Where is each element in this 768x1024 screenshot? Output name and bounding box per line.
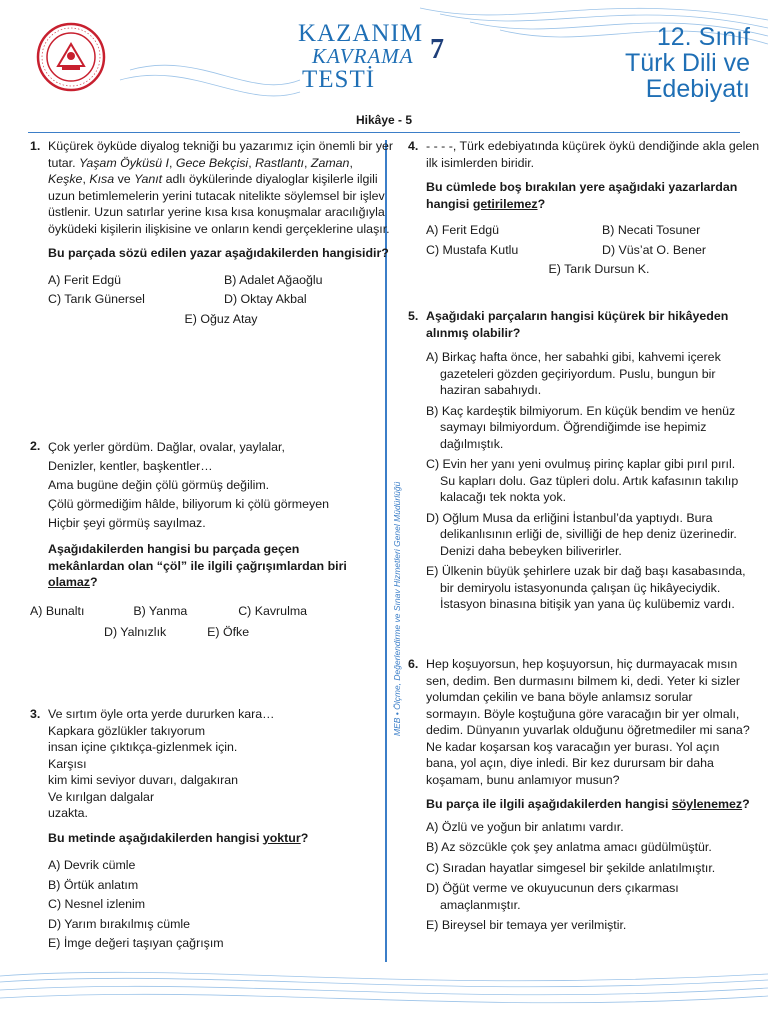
- question-passage: Hep koşuyorsun, hep koşuyorsun, hiç durmayacak mısın sen, dedim. Ben durmasını bilmem ki, dedi. Yeter ki sizler yolumdan çekilin ve bana böyle anlamsız sorular sormayın. Böyle koştuğuna göre varacağın bir yer olmalı, dedim. Dünyanın yuvarlak olduğunu öğretmediler mi sana? Ne kadar koşarsan koş varacağın yer burası. Yol açın bana, yol açın, diye inledi. Bir kez durursam bir daha koşamam, bunu anlamıyor musun?: [426, 657, 750, 787]
- option-e[interactable]: E) Öfke: [207, 625, 250, 639]
- top-rule: [28, 132, 740, 133]
- answer-options: [48, 856, 308, 954]
- option-e[interactable]: E) Tarık Dursun K.: [548, 262, 650, 276]
- question-4: [408, 138, 768, 278]
- question-6: [408, 656, 750, 934]
- answer-options: [426, 222, 768, 258]
- question-stem: Bu parçada sözü edilen yazar aşağıdakilerden hangisidir?: [48, 246, 389, 260]
- answer-options-row-2: [104, 624, 375, 641]
- question-number: 6.: [408, 657, 419, 671]
- course-title: [625, 24, 750, 102]
- option-d[interactable]: D) Oktay Akbal: [224, 292, 307, 306]
- poem-line: Hiçbir şeyi görmüş sayılmaz.: [48, 516, 206, 530]
- brand-word-2: KAVRAMA: [312, 44, 414, 68]
- poem-line: Ve kırılgan dalgalar: [48, 789, 155, 804]
- option-a[interactable]: A) Özlü ve yoğun bir anlatımı vardır.: [426, 819, 624, 834]
- option-b[interactable]: B) Kaç kardeştik bilmiyorum. En küçük bendim ve henüz saymayı bilmiyordum. Öğrendiğimde ise hepimiz dağılmıştık.: [426, 403, 736, 451]
- poem-line: uzakta.: [48, 806, 88, 820]
- option-c[interactable]: C) Nesnel izlenim: [48, 897, 146, 911]
- option-b[interactable]: B) Az sözcükle çok şey anlatma amacı güdülmüştür.: [426, 840, 712, 854]
- question-stem: Bu metinde aşağıdakilerden hangisi yoktur?: [48, 830, 309, 845]
- poem-line: kim kimi seviyor duvarı, dalgakıran: [48, 773, 239, 787]
- question-stem: Aşağıdakilerden hangisi bu parçada geçen mekânlardan olan “çöl” ile ilgili çağrışımlardan biri olamaz?: [48, 542, 347, 589]
- question-number: 3.: [30, 707, 41, 721]
- brand-word-1: KAZANIM: [298, 20, 424, 47]
- poem-line: Kapkara gözlükler takıyorum: [48, 723, 206, 738]
- question-passage: Küçürek öyküde diyalog tekniği bu yazarımız için önemli bir yer tutar. Yaşam Öyküsü I, Gece Bekçisi, Rastlantı, Zaman, Keşke, Kısa ve Yanıt adlı öykülerinde diyaloglar kişilerle ilgili uzun betimlemelerin yerini tutacak nitelikte söylemsel bir işlev üstlenir. Uzun satırlar yerine kısa kısa konuşmalar aracılığıyla öyküdeki kişilerin ilişkisine ve onların kendi gerçeklerine ulaşır.: [48, 139, 394, 236]
- question-number: 4.: [408, 139, 419, 153]
- question-5: [408, 308, 750, 613]
- question-number: 5.: [408, 309, 419, 323]
- question-passage: - - - -, Türk edebiyatında küçürek öykü dendiğinde akla gelen ilk isimlerden biridir.: [426, 139, 760, 170]
- option-c[interactable]: C) Kavrulma: [238, 603, 308, 618]
- option-a[interactable]: A) Devrik cümle: [48, 858, 136, 872]
- question-poem: [48, 706, 308, 822]
- option-d[interactable]: D) Oğlum Musa da erliğini İstanbul’da yaptıydı. Bura delikanlısının erliği de, sivilliği de hep deniz üzerinedir. Denizi daha bebeyken biliverirler.: [426, 510, 737, 558]
- question-number: 2.: [30, 439, 41, 453]
- option-b[interactable]: B) Örtük anlatım: [48, 877, 139, 892]
- question-1: [30, 138, 394, 327]
- question-3: [30, 706, 308, 954]
- page-subtitle: Hikâye - 5: [355, 113, 413, 127]
- option-d[interactable]: D) Yalnızlık: [104, 625, 167, 639]
- option-b[interactable]: B) Yanma: [133, 603, 188, 618]
- brand-logo: [298, 14, 458, 94]
- test-number: 7: [430, 34, 445, 65]
- option-c[interactable]: C) Sıradan hayatlar simgesel bir şekilde anlatılmıştır.: [426, 860, 716, 875]
- poem-line: Çölü görmediğim hâlde, biliyorum ki çölü görmeyen: [48, 497, 329, 511]
- poem-line: insan içine çıktıkça-gizlenmek için.: [48, 740, 238, 754]
- answer-options-row-1: [30, 603, 375, 620]
- option-d[interactable]: D) Öğüt verme ve okuyucunun ders çıkarması amaçlanmıştır.: [426, 881, 679, 912]
- side-credit-text: MEB • Ölçme, Değerlendirme ve Sınav Hizmetleri Genel Müdürlüğü: [392, 481, 402, 736]
- option-a[interactable]: A) Ferit Edgü: [48, 272, 121, 287]
- option-c[interactable]: C) Mustafa Kutlu: [426, 242, 519, 257]
- option-a[interactable]: A) Bunaltı: [30, 603, 85, 618]
- poem-line: Ve sırtım öyle orta yerde dururken kara…: [48, 707, 275, 721]
- option-b[interactable]: B) Adalet Ağaoğlu: [224, 272, 323, 287]
- page-header: [0, 0, 768, 112]
- question-poem: [48, 438, 375, 533]
- option-a[interactable]: A) Ferit Edgü: [426, 223, 499, 237]
- option-e[interactable]: E) İmge değeri taşıyan çağrışım: [48, 936, 224, 950]
- option-c[interactable]: C) Tarık Günersel: [48, 292, 145, 306]
- answer-options: [426, 819, 750, 934]
- poem-line: Denizler, kentler, başkentler…: [48, 459, 213, 473]
- option-c[interactable]: C) Evin her yanı yeni ovulmuş pirinç kaplar gibi pırıl pırıl. Su kapları dolu. Gaz tüpleri dolu. Artık kafasının takılıp kalacağı tek nokta yok.: [426, 457, 739, 504]
- question-stem: Bu cümlede boş bırakılan yere aşağıdaki yazarlardan hangisi getirilemez?: [426, 180, 738, 211]
- question-2: [30, 438, 375, 641]
- poem-line: Karşısı: [48, 756, 87, 771]
- grade-line-1: 12. Sınıf: [656, 23, 750, 51]
- question-stem: Aşağıdaki parçaların hangisi küçürek bir hikâyeden alınmış olabilir?: [426, 309, 729, 340]
- answer-options: [48, 272, 394, 308]
- poem-line: Ama bugüne değin çölü görmüş değilim.: [48, 478, 270, 492]
- brand-word-3: TESTİ: [302, 66, 376, 93]
- grade-line-3: Edebiyatı: [645, 75, 750, 103]
- option-a[interactable]: A) Birkaç hafta önce, her sabahki gibi, kahvemi içerek gazeteleri gözden geçiriyordum. Puslu, bungun bir haziran sabahıydı.: [426, 350, 721, 397]
- option-d[interactable]: D) Vüs’at O. Bener: [602, 242, 706, 257]
- poem-line: Çok yerler gördüm. Dağlar, ovalar, yaylalar,: [48, 440, 285, 454]
- option-d[interactable]: D) Yarım bırakılmış cümle: [48, 916, 191, 931]
- option-e[interactable]: E) Oğuz Atay: [184, 311, 258, 326]
- option-b[interactable]: B) Necati Tosuner: [602, 223, 701, 237]
- footer-wave-decoration: [0, 968, 768, 1024]
- option-e[interactable]: E) Ülkenin büyük şehirlere uzak bir dağ başı kasabasında, bir demiryolu istasyonunda çalışan üç hikâyeciydik. İstasyon binasına bitişik yan yana üç kulübemiz vardı.: [426, 564, 746, 611]
- answer-options: [426, 349, 750, 613]
- option-e[interactable]: E) Bireysel bir temaya yer verilmiştir.: [426, 918, 627, 932]
- question-stem: Bu parça ile ilgili aşağıdakilerden hangisi söylenemez?: [426, 797, 750, 811]
- grade-line-2: Türk Dili ve: [624, 49, 750, 77]
- question-number: 1.: [30, 139, 41, 153]
